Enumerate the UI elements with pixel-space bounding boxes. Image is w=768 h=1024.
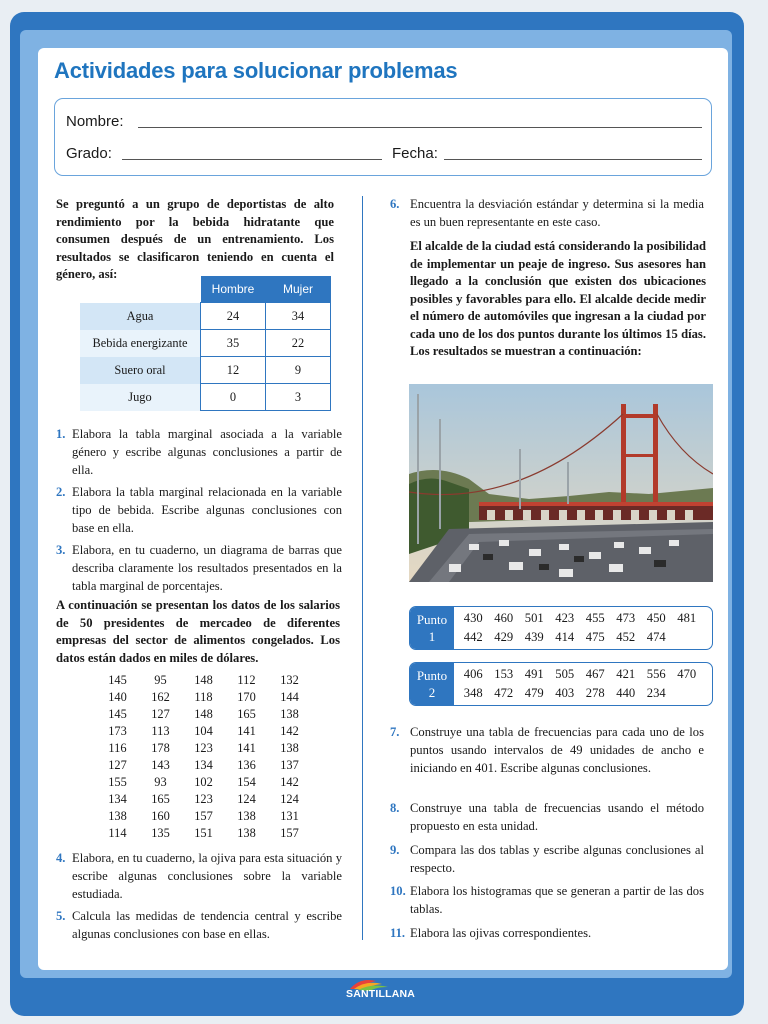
salary-row: 145 127 148 165 138 [108, 707, 299, 721]
salary-row: 134 165 123 124 124 [108, 792, 299, 806]
exercise-10: 10. Elabora los histogramas que se generan a partir de las dos tablas. [390, 884, 704, 916]
table-row: 442 429 439 414 475 452 474 [463, 630, 666, 644]
intro-salaries: A continuación se presentan los datos de los salarios de 50 presidentes de mercadeo de diferentes empresas del sector de alimentos congelados. Los datos están dados en miles de dólares. [56, 598, 340, 665]
nombre-field[interactable] [138, 127, 702, 128]
intro-beverages: Se preguntó a un grupo de deportistas de alto rendimiento por la bebida hidratante que consumen después de un entrenamiento. Los resultados se clasificaron teniendo en cuenta el género, así: [56, 197, 334, 281]
exercise-7: 7. Construye una tabla de frecuencias para cada uno de los puntos usando intervalos de 49 unidades de ancho e iniciando en 401. Escribe algunas conclusiones. [390, 725, 704, 775]
exercise-11: 11. Elabora las ojivas correspondientes. [390, 926, 592, 940]
punto-2-label: Punto [416, 668, 448, 683]
table-row: Suero oral 12 9 [80, 357, 331, 384]
grado-field[interactable] [122, 159, 382, 160]
header-hombre: Hombre [201, 276, 266, 303]
toll-bridge-photo [409, 384, 713, 582]
fecha-field[interactable] [444, 159, 702, 160]
exercise-2: 2. Elabora la tabla marginal relacionada en la variable tipo de bebida. Escribe algunas conclusiones con base en ella. [56, 485, 342, 535]
toll-bridge-image [409, 384, 713, 582]
salary-row: 114 135 151 138 157 [108, 826, 299, 840]
exercise-4: 4. Elabora, en tu cuaderno, la ojiva para esta situación y escribe algunas conclusiones sobre la variable estudiada. [56, 851, 342, 901]
exercise-9: 9. Compara las dos tablas y escribe algunas conclusiones al respecto. [390, 843, 704, 875]
student-info-box [54, 98, 712, 176]
column-divider [362, 196, 363, 940]
exercise-8: 8. Construye una tabla de frecuencias usando el método propuesto en esta unidad. [390, 801, 704, 833]
intro-toll: El alcalde de la ciudad está considerando la posibilidad de implementar un peaje de ingreso. Sus asesores han llegado a la conclusión que existen dos ubicaciones posibles y favorables para ello. El alcalde decide medir el número de automóviles que ingresan a la ciudad por cada uno de los dos puntos durante los últimos 15 días. Los resultados se muestran a continuación: [410, 239, 707, 358]
punto-2-number: 2 [428, 685, 436, 700]
page-title: Actividades para solucionar problemas [54, 58, 458, 83]
table-row: 406 153 491 505 467 421 556 470 [463, 667, 697, 681]
punto-2-table [409, 662, 713, 706]
salary-row: 140 162 118 170 144 [108, 690, 299, 704]
table-row: Agua 24 34 [80, 303, 331, 330]
salary-row: 173 113 104 141 142 [108, 724, 299, 738]
punto-1-number: 1 [428, 629, 436, 644]
exercise-1: 1. Elabora la tabla marginal asociada a la variable género y escribe algunas conclusiones a partir de ella. [56, 427, 342, 477]
salary-row: 138 160 157 138 131 [108, 809, 299, 823]
nombre-label: Nombre: [66, 113, 124, 130]
exercise-6: 6. Encuentra la desviación estándar y determina si la media es un buen representante en este caso. [390, 197, 704, 229]
fecha-label: Fecha: [392, 145, 438, 162]
salary-row: 116 178 123 141 138 [108, 741, 299, 755]
grado-label: Grado: [66, 145, 112, 162]
table-row: Jugo 0 3 [80, 384, 331, 411]
header-mujer: Mujer [266, 276, 331, 303]
salary-row: 127 143 134 136 137 [108, 758, 299, 772]
exercise-5: 5. Calcula las medidas de tendencia central y escribe algunas conclusiones con base en ellas. [56, 909, 342, 941]
table-row: Bebida energizante 35 22 [80, 330, 331, 357]
table-row: 348 472 479 403 278 440 234 [463, 686, 666, 700]
salary-data [96, 672, 312, 842]
brand-name: SANTILLANA [346, 988, 416, 1000]
exercise-3: 3. Elabora, en tu cuaderno, un diagrama de barras que describa claramente los resultados presentados en la tabla marginal de porcentajes. [56, 543, 342, 593]
table-row: 430 460 501 423 455 473 450 481 [463, 611, 697, 625]
punto-1-label: Punto [416, 612, 448, 627]
salary-row: 145 95 148 112 132 [108, 673, 299, 687]
beverage-table [80, 276, 331, 411]
punto-1-table [409, 606, 713, 650]
salary-row: 155 93 102 154 142 [108, 775, 299, 789]
